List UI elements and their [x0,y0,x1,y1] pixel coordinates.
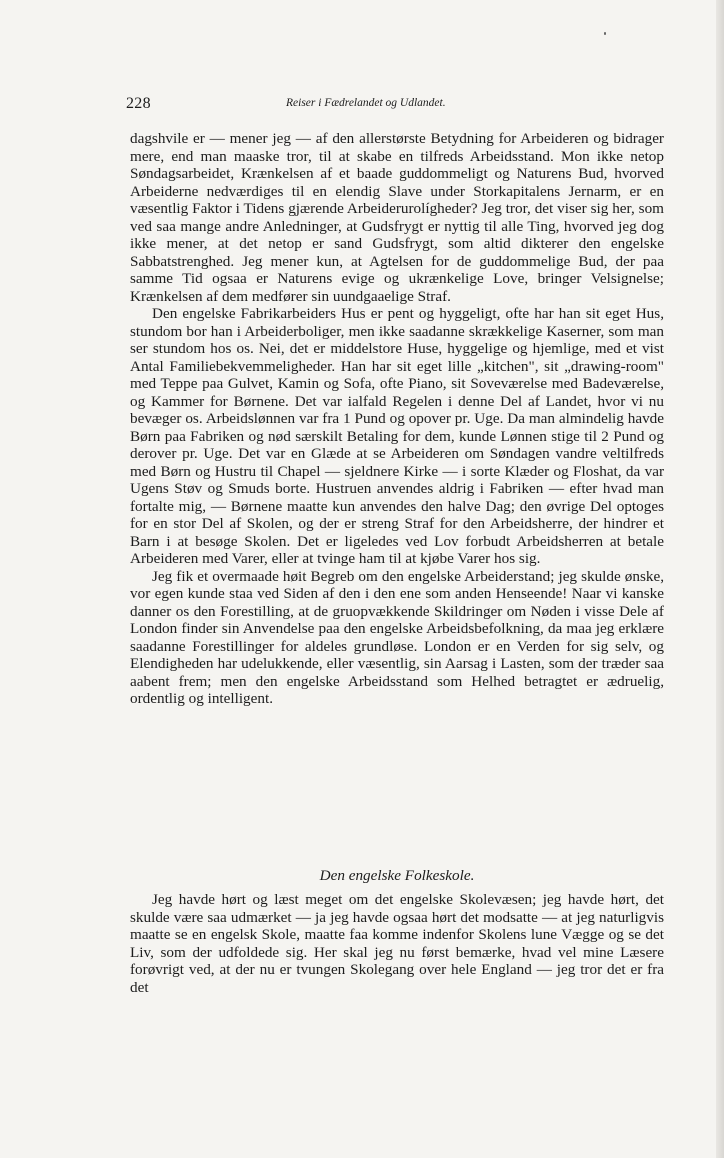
running-title: Reiser i Fædrelandet og Udlandet. [286,97,446,109]
page-edge-shadow [716,0,724,1158]
paragraph-worker-class: Jeg fik et overmaade høit Begreb om den engelske Arbeiderstand; jeg skulde ønske, vor egen kunde staa ved Siden af den i den ene som anden Henseende! Naar vi kanske danner os den Forestilling, at de gruopvækkende Skildringer om Nøden i visse Dele af London finder sin Anvendelse paa den engelske Arbeidsbefolkning, da maa jeg erklære saadanne Forestillinger for aldeles grundløse. London er en Verden for sig selv, og Elendigheden har udelukkende, eller væsentlig, sin Aarsag i Lasten, som der træder saa aabent frem; men den engelske Arbeidsstand som Helhed betragtet er ædruelig, ordentlig og intelligent. [130,567,664,707]
paragraph-school: Jeg havde hørt og læst meget om det engelske Skolevæsen; jeg havde hørt, det skulde være saa udmærket — ja jeg havde ogsaa hørt det modsatte — at jeg naturligvis maatte se en engelsk Skole, maatte faa komme indenfor Skolens lune Vægge og se det Liv, som der udfoldede sig. Her skal jeg nu først bemærke, hvad vel mine Læsere forøvrigt ved, at der nu er tvungen Skolegang over hele England — jeg tror det er fra det [130,891,664,996]
section-text [130,891,664,996]
main-text [130,130,664,708]
paragraph-continued: dagshvile er — mener jeg — af den allerstørste Betydning for Arbeideren og bidrager mere, end man maaske tror, til at skabe en tilfreds Arbeidsstand. Mon ikke netop Søndagsarbeidet, Krænkelsen af et baade guddommeligt og Naturens Bud, hvorved Arbeiderne nedværdiges til en elendig Slave under Storkapitalens Jernarm, er en væsentlig Faktor i Tidens gjærende Arbeiderurolígheder? Jeg tror, det viser sig her, som ved saa mange andre Anledninger, at Gudsfrygt er nyttig til alle Ting, hvorved jeg dog ikke mener, at det netop er sand Gudsfrygt, som altid dikterer den engelske Sabbatstrenghed. Jeg mener kun, at Agtelsen for de guddommelige Bud, der paa samme Tid ogsaa er Naturens evige og ukrænkelige Love, bringer Velsignelse; Krænkelsen af dem medfører sin uundgaaelige Straf. [130,130,664,305]
section-heading: Den engelske Folkeskole. [319,867,475,884]
paragraph-worker-house: Den engelske Fabrikarbeiders Hus er pent og hyggeligt, ofte har han sit eget Hus, stundom bor han i Arbeiderboliger, men ikke saadanne skrækkelige Kaserner, som man ser stundom hos os. Nei, det er middelstore Huse, hyggelige og hjemlige, med et vist Antal Familiebekvemmeligheder. Han har sit eget lille „kitchen", sit „drawing-room" med Teppe paa Gulvet, Kamin og Sofa, ofte Piano, sit Soveværelse med Badeværelse, og Kammer for Børnene. Det var ialfald Regelen i denne Del af Landet, hvor vi nu bevæger os. Arbeidslønnen var fra 1 Pund og opover pr. Uge. Da man almindelig havde Børn paa Fabriken og nød særskilt Betaling for dem, kunde Lønnen stige til 2 Pund og derover pr. Uge. Det var en Glæde at se Arbeideren om Søndagen vandre veltilfreds med Børn og Hustru til Chapel — sjeldnere Kirke — i sorte Klæder og Floshat, da var Ugens Støv og Smuds borte. Hustruen anvendes aldrig i Fabriken — efter hvad man fortalte mig, — Børnene maatte kun anvendes den halve Dag; den øvrige Del optoges for en stor Del af Skolen, og der er streng Straf for den Arbeidsherre, der hindrer et Barn i at besøge Skolen. Det er ligeledes ved Lov forbudt Arbeidsherren at betale Arbeideren med Varer, eller at tvinge ham til at kjøbe Varer hos sig. [130,305,664,567]
page-header [126,95,668,117]
ink-speck [604,32,606,35]
page-number: 228 [126,95,151,112]
